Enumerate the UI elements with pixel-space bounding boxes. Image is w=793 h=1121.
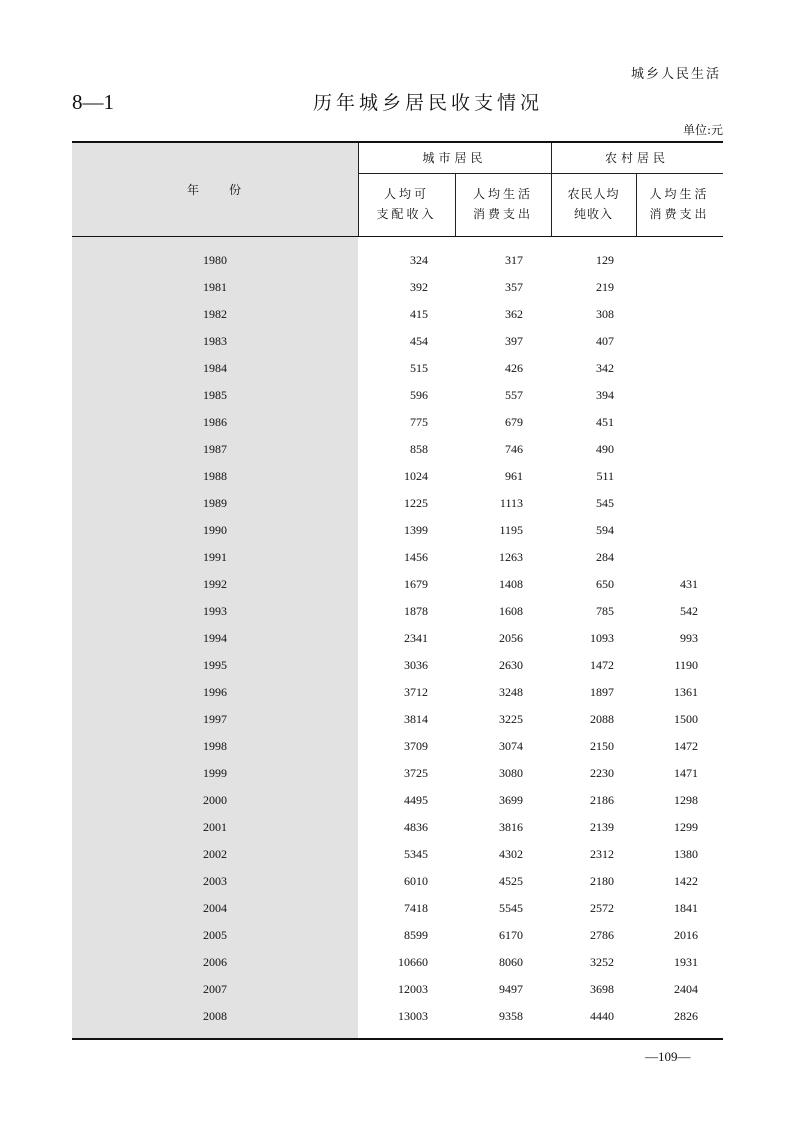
urban-expenditure-cell: 6170 — [499, 928, 523, 942]
rural-income-cell: 2572 — [590, 901, 614, 915]
year-cell: 1987 — [203, 442, 227, 456]
urban-expenditure-cell: 2630 — [499, 658, 523, 672]
rural-income-cell: 1472 — [590, 658, 614, 672]
rural-income-cell: 2786 — [590, 928, 614, 942]
table-row — [72, 328, 723, 355]
urban-income-cell: 4495 — [404, 793, 428, 807]
year-cell: 1990 — [203, 523, 227, 537]
rural-expenditure-cell: 1500 — [674, 712, 698, 726]
rural-income-cell: 785 — [596, 604, 614, 618]
table-row — [72, 517, 723, 544]
urban-income-cell: 775 — [410, 415, 428, 429]
year-cell: 2005 — [203, 928, 227, 942]
urban-expenditure-cell: 1113 — [499, 496, 523, 510]
rural-income-cell: 342 — [596, 361, 614, 375]
rural-income-cell: 490 — [596, 442, 614, 456]
urban-expenditure-cell: 3225 — [499, 712, 523, 726]
urban-income-cell: 515 — [410, 361, 428, 375]
year-cell: 1988 — [203, 469, 227, 483]
table-row — [72, 355, 723, 382]
year-cell: 1980 — [203, 253, 227, 267]
rural-income-cell: 2312 — [590, 847, 614, 861]
rural-expenditure-cell: 1931 — [674, 955, 698, 969]
urban-expenditure-cell: 357 — [505, 280, 523, 294]
rural-expenditure-cell: 1190 — [674, 658, 698, 672]
table-row — [72, 571, 723, 598]
urban-expenditure-cell: 2056 — [499, 631, 523, 645]
rural-income-cell: 2230 — [590, 766, 614, 780]
urban-expenditure-cell: 3699 — [499, 793, 523, 807]
urban-income-cell: 5345 — [404, 847, 428, 861]
table-row — [72, 760, 723, 787]
rural-income-cell: 2186 — [590, 793, 614, 807]
urban-expenditure-cell: 3074 — [499, 739, 523, 753]
rural-income-cell: 284 — [596, 550, 614, 564]
urban-income-cell: 3712 — [404, 685, 428, 699]
table-row — [72, 922, 723, 949]
urban-income-cell: 4836 — [404, 820, 428, 834]
table-row — [72, 463, 723, 490]
table-top-rule — [72, 141, 723, 143]
table-bottom-rule — [72, 1038, 723, 1040]
urban-expenditure-cell: 557 — [505, 388, 523, 402]
urban-expenditure-cell: 4525 — [499, 874, 523, 888]
year-cell: 2004 — [203, 901, 227, 915]
year-cell: 1999 — [203, 766, 227, 780]
urban-group-header: 城市居民 — [422, 151, 487, 165]
urban-expenditure-cell: 3248 — [499, 685, 523, 699]
year-cell: 2002 — [203, 847, 227, 861]
table-row — [72, 976, 723, 1003]
urban-expenditure-cell: 4302 — [499, 847, 523, 861]
year-cell: 2001 — [203, 820, 227, 834]
urban-expenditure-cell: 746 — [505, 442, 523, 456]
year-cell: 2003 — [203, 874, 227, 888]
year-cell: 1981 — [203, 280, 227, 294]
table-row — [72, 544, 723, 571]
table-row — [72, 301, 723, 328]
rural-expenditure-cell: 993 — [680, 631, 698, 645]
rural-income-cell: 594 — [596, 523, 614, 537]
year-cell: 1994 — [203, 631, 227, 645]
urban-income-cell: 1399 — [404, 523, 428, 537]
urban-income-cell: 13003 — [398, 1009, 428, 1023]
table-row — [72, 625, 723, 652]
urban-expenditure-cell: 9497 — [499, 982, 523, 996]
urban-income-cell: 2341 — [404, 631, 428, 645]
year-cell: 1991 — [203, 550, 227, 564]
year-cell: 2000 — [203, 793, 227, 807]
rural-income-cell: 308 — [596, 307, 614, 321]
urban-expenditure-cell: 317 — [505, 253, 523, 267]
urban-income-cell: 6010 — [404, 874, 428, 888]
year-cell: 1986 — [203, 415, 227, 429]
rural-income-header: 农民人均 纯收入 — [567, 187, 620, 221]
rural-income-cell: 2150 — [590, 739, 614, 753]
table-row — [72, 679, 723, 706]
table-row — [72, 382, 723, 409]
urban-income-cell: 3814 — [404, 712, 428, 726]
header-bottom-rule — [72, 236, 723, 237]
urban-income-cell: 1456 — [404, 550, 428, 564]
urban-income-header: 人均可 支配收入 — [376, 187, 437, 221]
table-row — [72, 949, 723, 976]
rural-expenditure-cell: 1471 — [674, 766, 698, 780]
table-row — [72, 409, 723, 436]
table-row — [72, 895, 723, 922]
rural-group-header: 农村居民 — [604, 151, 669, 165]
rural-income-cell: 2088 — [590, 712, 614, 726]
urban-income-cell: 1024 — [404, 469, 428, 483]
urban-expenditure-cell: 426 — [505, 361, 523, 375]
table-row — [72, 733, 723, 760]
year-cell: 1995 — [203, 658, 227, 672]
year-cell: 1993 — [203, 604, 227, 618]
urban-expenditure-cell: 5545 — [499, 901, 523, 915]
urban-income-cell: 1225 — [404, 496, 428, 510]
urban-expenditure-cell: 362 — [505, 307, 523, 321]
urban-expenditure-cell: 8060 — [499, 955, 523, 969]
unit-label: 单位:元 — [682, 123, 723, 137]
urban-income-cell: 3036 — [404, 658, 428, 672]
urban-expenditure-cell: 1408 — [499, 577, 523, 591]
urban-expenditure-cell: 1608 — [499, 604, 523, 618]
year-cell: 1983 — [203, 334, 227, 348]
urban-income-cell: 12003 — [398, 982, 428, 996]
urban-income-cell: 324 — [410, 253, 428, 267]
page-title: 历年城乡居民收支情况 — [313, 92, 544, 114]
year-cell: 1985 — [203, 388, 227, 402]
urban-income-cell: 1878 — [404, 604, 428, 618]
urban-income-cell: 8599 — [404, 928, 428, 942]
rural-income-cell: 394 — [596, 388, 614, 402]
urban-expenditure-cell: 1195 — [499, 523, 523, 537]
urban-income-cell: 454 — [410, 334, 428, 348]
urban-income-cell: 392 — [410, 280, 428, 294]
urban-expenditure-cell: 3816 — [499, 820, 523, 834]
rural-expenditure-cell: 1380 — [674, 847, 698, 861]
rural-expenditure-cell: 1298 — [674, 793, 698, 807]
rural-expenditure-cell: 1422 — [674, 874, 698, 888]
year-cell: 1996 — [203, 685, 227, 699]
rural-income-cell: 650 — [596, 577, 614, 591]
table-row — [72, 868, 723, 895]
year-cell: 2006 — [203, 955, 227, 969]
urban-income-cell: 3725 — [404, 766, 428, 780]
rural-expenditure-cell: 2404 — [674, 982, 698, 996]
year-cell: 1998 — [203, 739, 227, 753]
rural-expenditure-cell: 1841 — [674, 901, 698, 915]
rural-income-cell: 4440 — [590, 1009, 614, 1023]
page-number: —109— — [645, 1049, 691, 1064]
year-cell: 1989 — [203, 496, 227, 510]
urban-income-cell: 10660 — [398, 955, 428, 969]
table-row — [72, 787, 723, 814]
rural-income-cell: 129 — [596, 253, 614, 267]
urban-expenditure-cell: 961 — [505, 469, 523, 483]
rural-income-cell: 407 — [596, 334, 614, 348]
table-number: 8—1 — [72, 90, 114, 114]
urban-expenditure-cell: 1263 — [499, 550, 523, 564]
rural-expenditure-header: 人均生活 消费支出 — [649, 187, 710, 221]
table-row — [72, 841, 723, 868]
year-cell: 2007 — [203, 982, 227, 996]
year-cell: 1997 — [203, 712, 227, 726]
rural-income-cell: 219 — [596, 280, 614, 294]
table-row — [72, 490, 723, 517]
year-cell: 1984 — [203, 361, 227, 375]
year-cell: 1992 — [203, 577, 227, 591]
rural-income-cell: 545 — [596, 496, 614, 510]
urban-expenditure-cell: 3080 — [499, 766, 523, 780]
table-row — [72, 652, 723, 679]
rural-expenditure-cell: 431 — [680, 577, 698, 591]
rural-expenditure-cell: 542 — [680, 604, 698, 618]
table-row — [72, 436, 723, 463]
year-column-header: 年 份 — [186, 183, 243, 197]
urban-expenditure-header: 人均生活 消费支出 — [472, 187, 533, 221]
urban-income-cell: 858 — [410, 442, 428, 456]
table-row — [72, 598, 723, 625]
rural-income-cell: 1897 — [590, 685, 614, 699]
header-group-rule — [358, 173, 723, 174]
table-row — [72, 814, 723, 841]
year-cell: 1982 — [203, 307, 227, 321]
rural-expenditure-cell: 1299 — [674, 820, 698, 834]
urban-expenditure-cell: 9358 — [499, 1009, 523, 1023]
table-row — [72, 1003, 723, 1030]
rural-income-cell: 1093 — [590, 631, 614, 645]
table-row — [72, 274, 723, 301]
running-head: 城乡人民生活 — [630, 67, 721, 82]
rural-income-cell: 3252 — [590, 955, 614, 969]
rural-expenditure-cell: 1361 — [674, 685, 698, 699]
urban-income-cell: 1679 — [404, 577, 428, 591]
rural-expenditure-cell: 2016 — [674, 928, 698, 942]
urban-expenditure-cell: 679 — [505, 415, 523, 429]
urban-expenditure-cell: 397 — [505, 334, 523, 348]
urban-income-cell: 596 — [410, 388, 428, 402]
rural-income-cell: 451 — [596, 415, 614, 429]
table-row — [72, 247, 723, 274]
table-body — [72, 247, 723, 1030]
rural-expenditure-cell: 1472 — [674, 739, 698, 753]
urban-income-cell: 415 — [410, 307, 428, 321]
rural-income-cell: 511 — [596, 469, 614, 483]
urban-income-cell: 7418 — [404, 901, 428, 915]
year-cell: 2008 — [203, 1009, 227, 1023]
rural-income-cell: 3698 — [590, 982, 614, 996]
rural-income-cell: 2139 — [590, 820, 614, 834]
rural-expenditure-cell: 2826 — [674, 1009, 698, 1023]
table-row — [72, 706, 723, 733]
urban-income-cell: 3709 — [404, 739, 428, 753]
rural-income-cell: 2180 — [590, 874, 614, 888]
